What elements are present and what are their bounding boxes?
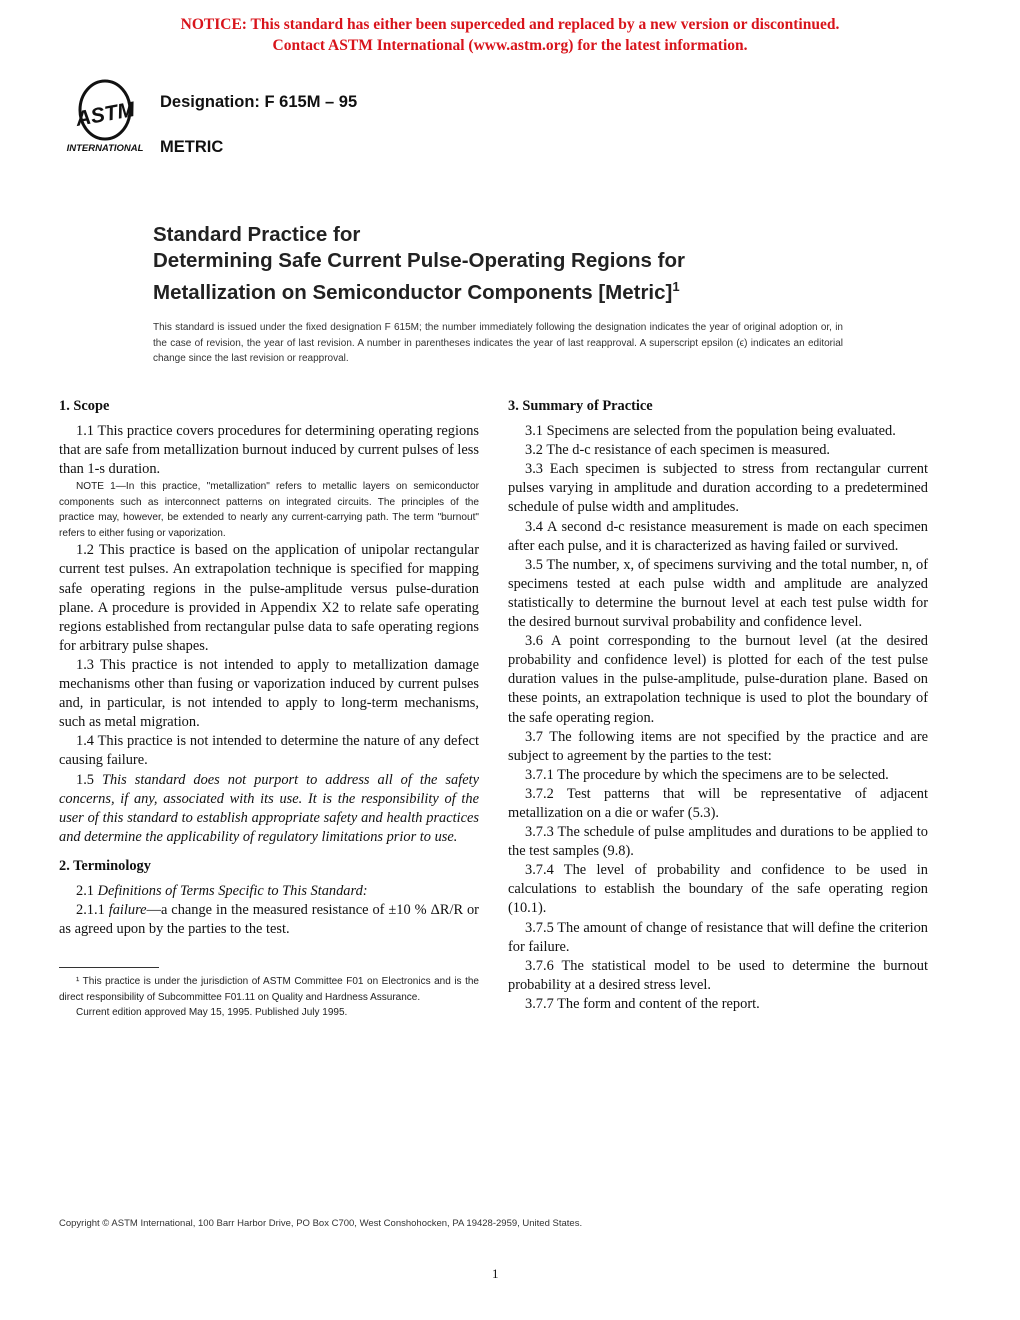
footnote-edition: Current edition approved May 15, 1995. Published July 1995.	[76, 1007, 348, 1019]
para-3-1: 3.1 Specimens are selected from the population being evaluated.	[525, 423, 896, 440]
para-2-1-1: 2.1.1 failure—a change in the measured resistance of ±10 % ΔR/R or as agreed upon by the parties to the test.	[59, 902, 479, 938]
astm-logo	[62, 78, 148, 156]
para-3-2: 3.2 The d-c resistance of each specimen is measured.	[525, 442, 831, 459]
right-column	[508, 397, 928, 1014]
para-3-7-4: 3.7.4 The level of probability and confidence to be used in calculations to establish the boundary of the safe operating region (10.1).	[508, 862, 928, 917]
issue-note: This standard is issued under the fixed designation F 615M; the number immediately following the designation indicates the year of original adoption or, in the case of revision, the year of last revision. A number in parentheses indicates the year of last reapproval. A superscript epsilon (ϵ) indicates an editorial change since the last revision or reapproval.	[153, 322, 843, 364]
para-1-1: 1.1 This practice covers procedures for determining operating regions that are safe from metallization burnout induced by current pulses of less than 1-s duration.	[59, 423, 479, 478]
title-footnote-ref: 1	[672, 279, 680, 294]
title-line-3: Metallization on Semiconductor Components [Metric]$^1$	[153, 279, 680, 304]
section-3-heading: 3. Summary of Practice	[508, 398, 653, 414]
footnote-1: ¹ This practice is under the jurisdiction of ASTM Committee F01 on Electronics and is the direct responsibility of Subcommittee F01.11 on Quality and Hardness Assurance.	[59, 976, 479, 1003]
note-1: NOTE 1—In this practice, "metallization" refers to metallic layers on semiconductor components such as interconnect patterns on integrated circuits. The principles of the practice may, however, be extended to nearly any current-carrying path. The term "burnout" refers to either fusing or vaporization.	[59, 481, 479, 539]
page-number: 1	[492, 1266, 499, 1281]
notice-line-2: Contact ASTM International (www.astm.org) for the latest information.	[272, 37, 748, 54]
para-3-7-3: 3.7.3 The schedule of pulse amplitudes and durations to be applied to the test samples (9.8).	[508, 824, 928, 860]
para-3-6: 3.6 A point corresponding to the burnout level (at the desired probability and confidence level) is plotted for each of the test pulse duration values in the pulse-amplitude, pulse-duration plane. Based on these points, an extrapolation technique is used to plot the boundary of the safe operating region.	[508, 633, 928, 726]
metric-label: METRIC	[160, 138, 224, 156]
title-line-2: Determining Safe Current Pulse-Operating Regions for	[153, 249, 685, 272]
title-line-1: Standard Practice for	[153, 223, 361, 246]
para-3-7-1: 3.7.1 The procedure by which the specimens are to be selected.	[525, 766, 889, 783]
para-3-7-7: 3.7.7 The form and content of the report.	[525, 995, 760, 1012]
section-1-heading: 1. Scope	[59, 398, 110, 414]
document-title	[153, 222, 685, 306]
notice-line-1: NOTICE: This standard has either been superceded and replaced by a new version or discontinued.	[180, 16, 840, 33]
para-3-4: 3.4 A second d-c resistance measurement is made on each specimen after each pulse, and it is characterized as having failed or survived.	[508, 518, 928, 554]
left-column	[59, 397, 479, 1021]
para-2-1: 2.1 Definitions of Terms Specific to This Standard:	[76, 882, 368, 899]
copyright: Copyright © ASTM International, 100 Barr Harbor Drive, PO Box C700, West Conshohocken, PA 19428-2959, United States.	[59, 1218, 583, 1229]
astm-logo-international: INTERNATIONAL	[66, 143, 144, 154]
para-3-7-5: 3.7.5 The amount of change of resistance that will define the criterion for failure.	[508, 919, 928, 955]
para-3-3: 3.3 Each specimen is subjected to stress from rectangular current pulses varying in amplitude and duration according to a predetermined schedule of pulse width and amplitudes.	[508, 461, 928, 516]
para-1-3: 1.3 This practice is not intended to apply to metallization damage mechanisms other than fusing or vaporization induced by current pulses and, in particular, is not intended to apply to long-term mechanisms, such as metal migration.	[59, 656, 479, 731]
footnote-divider	[59, 967, 159, 968]
para-3-7: 3.7 The following items are not specified by the practice and are subject to agreement by the parties to the test:	[508, 728, 928, 764]
para-3-5: 3.5 The number, x, of specimens surviving and the total number, n, of specimens tested at each pulse width and amplitude are analyzed statistically to determine the burnout level at each test pulse width for the desired burnout survival probability and confidence level.	[508, 556, 928, 631]
para-3-7-2: 3.7.2 Test patterns that will be representative of adjacent metallization on a die or wafer (5.3).	[508, 785, 928, 821]
para-3-7-6: 3.7.6 The statistical model to be used to determine the burnout probability at a desired stress level.	[508, 957, 928, 993]
para-1-2: 1.2 This practice is based on the application of unipolar rectangular current test pulses. An extrapolation technique is specified for mapping safe operating regions in the pulse-amplitude versus pulse-duration plane. A procedure is provided in Appendix X2 to relate safe operating regions established from rectangular pulse data to safe operating regions for arbitrary pulse shapes.	[59, 542, 479, 654]
para-1-4: 1.4 This practice is not intended to determine the nature of any defect causing failure.	[59, 733, 479, 769]
astm-logo-letters: ASTM	[73, 97, 137, 131]
section-2-heading: 2. Terminology	[59, 857, 151, 874]
para-1-5: 1.5 This standard does not purport to address all of the safety concerns, if any, associated with its use. It is the responsibility of the user of this standard to establish appropriate safety and health practices and determine the applicability of regulatory limitations prior to use.	[59, 771, 479, 845]
designation: Designation: F 615M – 95	[160, 93, 358, 111]
